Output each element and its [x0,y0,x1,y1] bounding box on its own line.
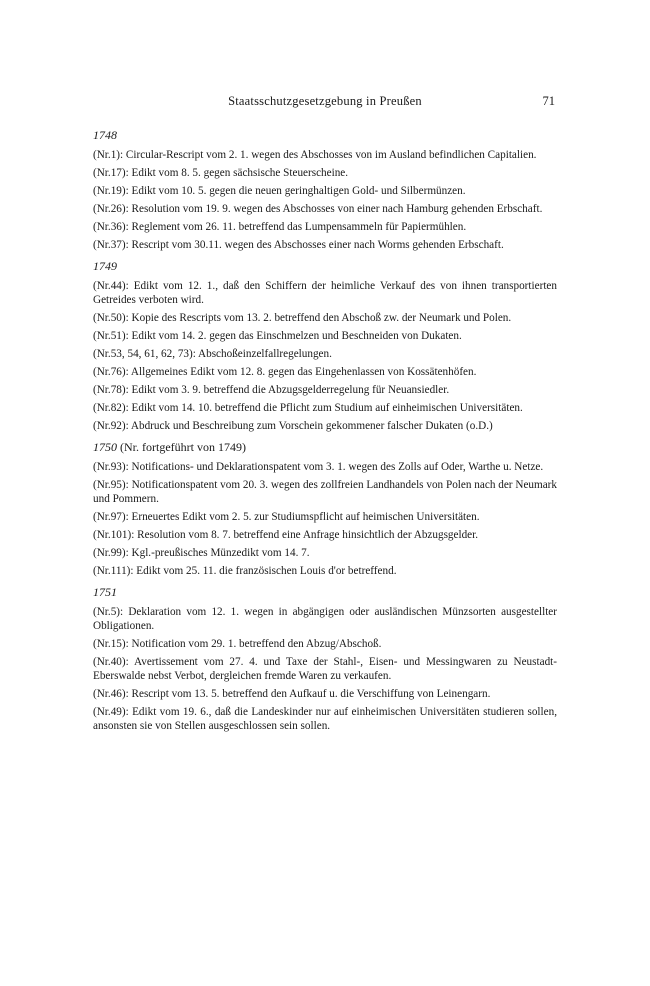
year-section [93,585,557,733]
decree-entry: (Nr.49): Edikt vom 19. 6., daß die Landeskinder nur auf einheimischen Universitäten studieren sollen, ansonsten sie von Stellen ausgeschlossen sein sollen. [93,706,557,732]
decree-entry: (Nr.36): Reglement vom 26. 11. betreffend das Lumpensammeln für Papiermühlen. [93,221,467,233]
decree-entry: (Nr.15): Notification vom 29. 1. betreffend den Abzug/Abschoß. [93,638,382,650]
decree-entry: (Nr.111): Edikt vom 25. 11. die französischen Louis d'or betreffend. [93,565,397,577]
decree-entry: (Nr.46): Rescript vom 13. 5. betreffend den Aufkauf u. die Verschiffung von Leinengarn. [93,688,491,700]
year-note: (Nr. fortgeführt von 1749) [120,440,246,454]
year-heading [93,128,557,143]
year-label: 1748 [93,128,117,142]
document-body [93,128,557,733]
decree-entry: (Nr.50): Kopie des Rescripts vom 13. 2. betreffend den Abschoß zw. der Neumark und Polen. [93,312,512,324]
page-header [93,94,557,114]
year-label: 1751 [93,585,117,599]
year-section [93,440,557,578]
decree-entry: (Nr.76): Allgemeines Edikt vom 12. 8. gegen das Eingehenlassen von Kossätenhöfen. [93,366,477,378]
year-heading [93,440,557,455]
year-label: 1750 [93,440,117,454]
decree-entry: (Nr.40): Avertissement vom 27. 4. und Taxe der Stahl-, Eisen- und Messingwaren zu Neustadt-Eberswalde nebst Verbot, dergleichen fremde Waren zu verkaufen. [93,656,557,682]
year-section [93,259,557,433]
decree-entry: (Nr.97): Erneuertes Edikt vom 2. 5. zur Studiumspflicht auf heimischen Universitäten. [93,511,480,523]
decree-entry: (Nr.17): Edikt vom 8. 5. gegen sächsische Steuerscheine. [93,167,349,179]
decree-entry: (Nr.51): Edikt vom 14. 2. gegen das Einschmelzen und Beschneiden von Dukaten. [93,330,462,342]
decree-entry: (Nr.78): Edikt vom 3. 9. betreffend die Abzugsgelderregelung für Neuansiedler. [93,384,450,396]
decree-entry: (Nr.101): Resolution vom 8. 7. betreffend eine Anfrage hinsichtlich der Abzugsgelder. [93,529,479,541]
decree-entry: (Nr.92): Abdruck und Beschreibung zum Vorschein gekommener falscher Dukaten (o.D.) [93,420,493,432]
decree-entry: (Nr.37): Rescript vom 30.11. wegen des Abschosses einer nach Worms gehenden Erbschaft. [93,239,504,251]
year-section [93,128,557,252]
document-page [93,94,557,740]
decree-entry: (Nr.95): Notificationspatent vom 20. 3. wegen des zollfreien Landhandels von Polen nach der Neumark und Pommern. [93,479,557,505]
decree-entry: (Nr.93): Notifications- und Deklarationspatent vom 3. 1. wegen des Zolls auf Oder, Warthe u. Netze. [93,461,544,473]
running-title: Staatsschutzgesetzgebung in Preußen [228,94,422,108]
decree-entry: (Nr.5): Deklaration vom 12. 1. wegen in abgängigen oder ausländischen Münzsorten ausgestellter Obligationen. [93,606,557,632]
decree-entry: (Nr.53, 54, 61, 62, 73): Abschoßeinzelfallregelungen. [93,348,332,360]
decree-entry: (Nr.99): Kgl.-preußisches Münzedikt vom 14. 7. [93,547,310,559]
decree-entry: (Nr.19): Edikt vom 10. 5. gegen die neuen geringhaltigen Gold- und Silbermünzen. [93,185,466,197]
year-heading [93,259,557,274]
year-heading [93,585,557,600]
decree-entry: (Nr.44): Edikt vom 12. 1., daß den Schiffern der heimliche Verkauf des von ihnen transportierten Getreides verboten wird. [93,280,557,306]
year-label: 1749 [93,259,117,273]
page-number: 71 [542,94,555,108]
decree-entry: (Nr.26): Resolution vom 19. 9. wegen des Abschosses von einer nach Hamburg gehenden Erbschaft. [93,203,543,215]
decree-entry: (Nr.1): Circular-Rescript vom 2. 1. wegen des Abschosses von im Ausland befindlichen Capitalien. [93,149,537,161]
decree-entry: (Nr.82): Edikt vom 14. 10. betreffend die Pflicht zum Studium auf einheimischen Universitäten. [93,402,523,414]
